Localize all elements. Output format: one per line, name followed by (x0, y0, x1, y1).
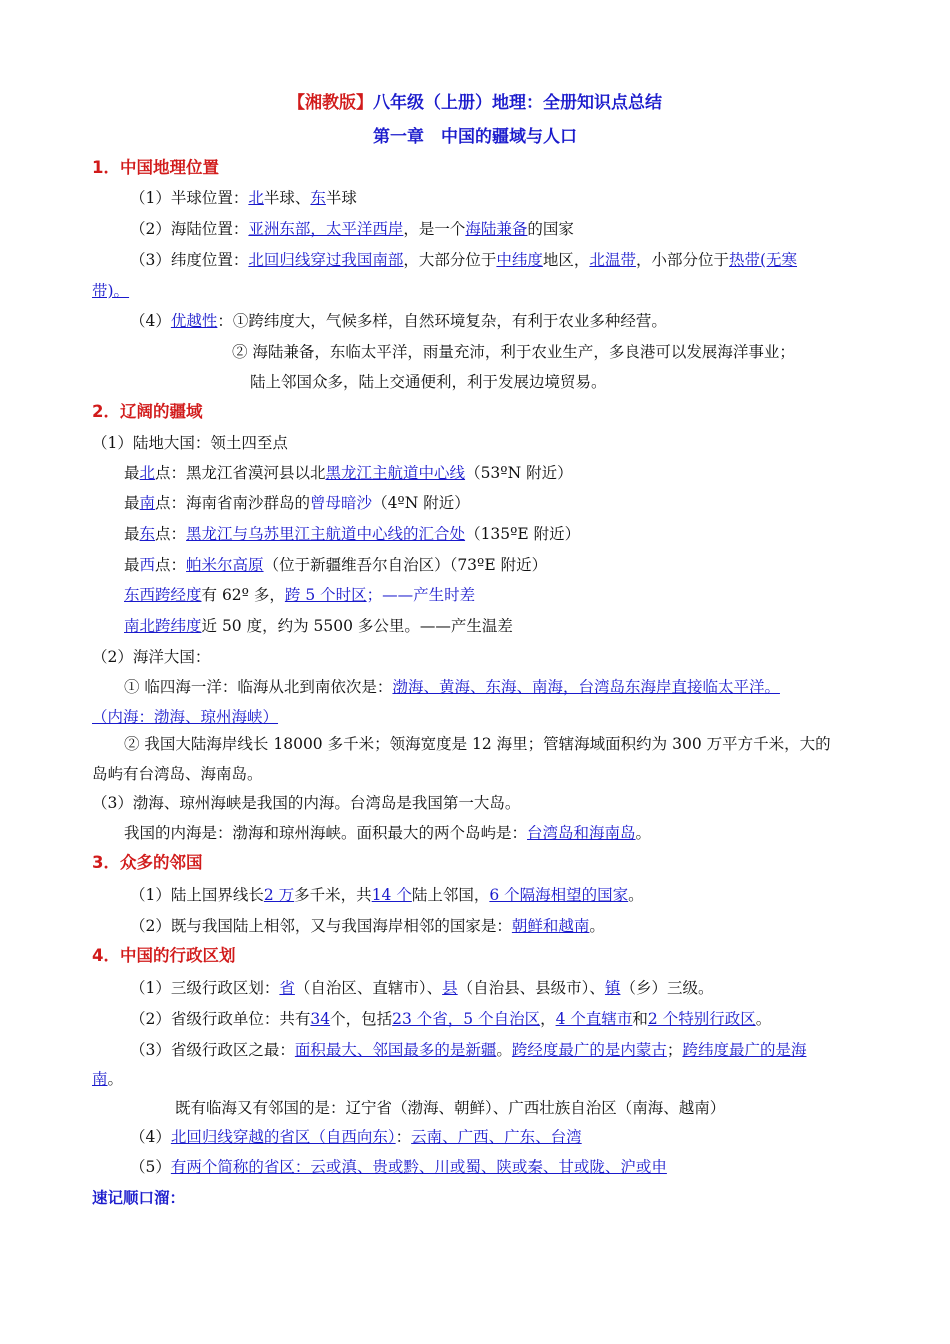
paragraph-line: （3）省级行政区之最：面积最大、邻国最多的是新疆。跨经度最广的是内蒙古；跨纬度最广的是海 (130, 1041, 807, 1059)
section-heading: 2．辽阔的疆域 (92, 402, 203, 421)
paragraph-line: （2）省级行政单位：共有34个，包括23 个省，5 个自治区，4 个直辖市和2 个特别行政区。 (130, 1010, 772, 1028)
paragraph-line: （1）陆上国界线长2 万多千米，共14 个陆上邻国，6 个隔海相望的国家。 (130, 886, 644, 904)
paragraph-line: 最西点：帕米尔高原（位于新疆维吾尔自治区）（73ºE 附近） (124, 556, 548, 574)
paragraph-line: （4）优越性：①跨纬度大，气候多样，自然环境复杂，有利于农业多种经营。 (130, 312, 667, 330)
paragraph-line: 南北跨纬度近 50 度，约为 5500 多公里。——产生温差 (124, 617, 513, 635)
paragraph-line: （2）既与我国陆上相邻，又与我国海岸相邻的国家是：朝鲜和越南。 (130, 917, 605, 935)
paragraph-line: 陆上邻国众多，陆上交通便利，利于发展边境贸易。 (250, 373, 607, 391)
paragraph-line: （4）北回归线穿越的省区（自西向东）：云南、广西、广东、台湾 (130, 1128, 582, 1146)
paragraph-line: 最北点：黑龙江省漠河县以北黑龙江主航道中心线（53ºN 附近） (124, 464, 573, 482)
paragraph-line: （2）海陆位置：亚洲东部，太平洋西岸，是一个海陆兼备的国家 (130, 220, 574, 238)
section-heading: 1．中国地理位置 (92, 158, 219, 177)
paragraph-line: ① 临四海一洋：临海从北到南依次是：渤海、黄海、东海、南海，台湾岛东海岸直接临太平洋。 (124, 678, 780, 696)
paragraph-line: 最东点：黑龙江与乌苏里江主航道中心线的汇合处（135ºE 附近） (124, 525, 581, 543)
paragraph-line: ② 海陆兼备，东临太平洋，雨量充沛，利于农业生产，多良港可以发展海洋事业； (232, 343, 795, 361)
paragraph-line: 带)。 (92, 282, 130, 300)
paragraph-line: 东西跨经度有 62º 多，跨 5 个时区；——产生时差 (124, 586, 476, 604)
document-title: 【湘教版】八年级（上册）地理：全册知识点总结 (288, 93, 662, 113)
paragraph-line: （2）海洋大国： (92, 648, 211, 666)
paragraph-line: （3）渤海、琼州海峡是我国的内海。台湾岛是我国第一大岛。 (92, 794, 521, 812)
paragraph-line: 南。 (92, 1070, 124, 1088)
paragraph-line: （5）有两个简称的省区：云或滇、贵或黔、川或蜀、陕或秦、甘或陇、沪或申 (130, 1158, 667, 1176)
paragraph-line: ② 我国大陆海岸线长 18000 多千米；领海宽度是 12 海里；管辖海域面积约为 300 万平方千米，大的 (124, 735, 831, 753)
paragraph-line: （1）三级行政区划：省（自治区、直辖市）、县（自治县、县级市）、镇（乡）三级。 (130, 979, 714, 997)
mnemonic-heading: 速记顺口溜： (92, 1189, 186, 1207)
paragraph-line: 岛屿有台湾岛、海南岛。 (92, 765, 263, 783)
paragraph-line: 既有临海又有邻国的是：辽宁省（渤海、朝鲜）、广西壮族自治区（南海、越南） (175, 1099, 726, 1117)
section-heading: 4．中国的行政区划 (92, 946, 236, 965)
paragraph-line: 我国的内海是：渤海和琼州海峡。面积最大的两个岛屿是：台湾岛和海南岛。 (124, 824, 652, 842)
paragraph-line: （1）半球位置：北半球、东半球 (130, 189, 357, 207)
paragraph-line: （内海：渤海、琼州海峡） (92, 708, 279, 726)
section-heading: 3．众多的邻国 (92, 853, 203, 872)
paragraph-line: 最南点：海南省南沙群岛的曾母暗沙（4ºN 附近） (124, 494, 470, 512)
chapter-title: 第一章 中国的疆域与人口 (373, 127, 577, 147)
paragraph-line: （3）纬度位置：北回归线穿过我国南部，大部分位于中纬度地区，北温带，小部分位于热带(无寒 (130, 251, 798, 269)
paragraph-line: （1）陆地大国：领土四至点 (92, 434, 288, 452)
